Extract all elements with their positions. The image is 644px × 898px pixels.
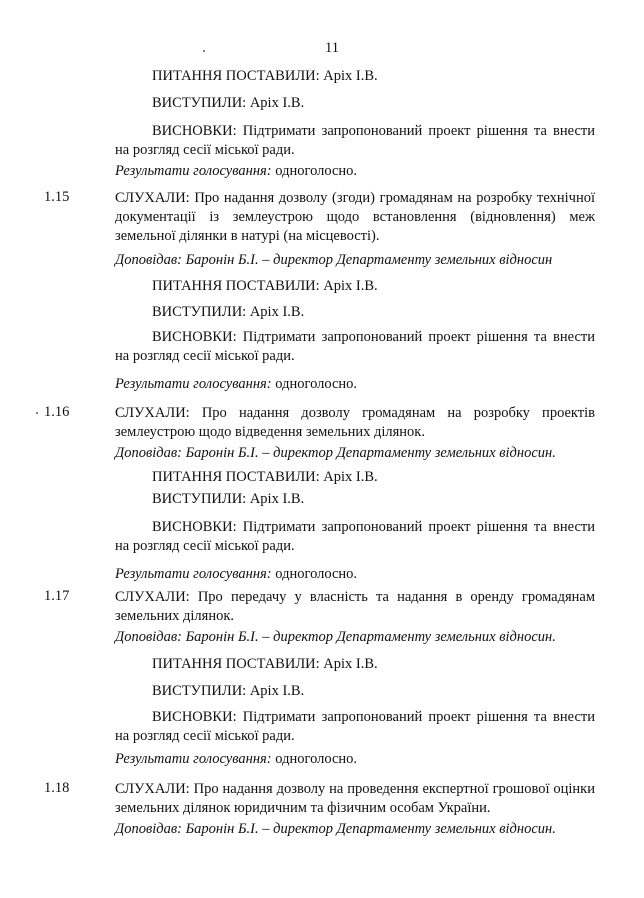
vote-value: одноголосно.	[271, 566, 358, 582]
spoke-line: ВИСТУПИЛИ: Аріх І.В.	[152, 683, 305, 699]
speaker-text: Доповідав: Баронін Б.І. – директор Департаменту земельних відносин.	[115, 445, 556, 461]
vote-label: Результати голосування:	[115, 163, 272, 179]
spoke-line: ВИСТУПИЛИ: Аріх І.В.	[152, 491, 305, 507]
conclusion-text: ВИСНОВКИ: Підтримати запропонований проект рішення та внести на розгляд сесії міської ради.	[115, 329, 595, 364]
speaker-text: Доповідав: Баронін Б.І. – директор Департаменту земельних відносин.	[115, 629, 556, 645]
vote-result	[115, 375, 595, 394]
raised-line: ПИТАННЯ ПОСТАВИЛИ: Аріх І.В.	[152, 68, 378, 84]
page-number: 11	[325, 40, 339, 56]
vote-label: Результати голосування:	[115, 376, 272, 392]
vote-result	[115, 565, 595, 584]
vote-value: одноголосно.	[271, 376, 358, 392]
vote-value: одноголосно.	[271, 751, 358, 767]
raised-line: ПИТАННЯ ПОСТАВИЛИ: Аріх І.В.	[152, 469, 378, 485]
speaker-text: Доповідав: Баронін Б.І. – директор Департаменту земельних відносин	[115, 252, 553, 268]
item-number: 1.17	[44, 588, 70, 604]
spoke-line: ВИСТУПИЛИ: Аріх І.В.	[152, 304, 305, 320]
item-number: 1.18	[44, 780, 70, 796]
vote-result	[115, 162, 595, 181]
vote-result	[115, 750, 595, 769]
scan-speck	[36, 412, 38, 414]
heard-text: СЛУХАЛИ: Про передачу у власність та надання в оренду громадянам земельних ділянок.	[115, 589, 595, 624]
raised-line: ПИТАННЯ ПОСТАВИЛИ: Аріх І.В.	[152, 656, 378, 672]
heard-text: СЛУХАЛИ: Про надання дозволу (згоди) громадянам на розробку технічної документації із землеустрою щодо встановлення (відновлення) меж земельної ділянки в натурі (на місцевості).	[115, 190, 595, 244]
item-number: 1.15	[44, 189, 70, 205]
vote-label: Результати голосування:	[115, 566, 272, 582]
conclusion-text: ВИСНОВКИ: Підтримати запропонований проект рішення та внести на розгляд сесії міської ради.	[115, 519, 595, 554]
vote-label: Результати голосування:	[115, 751, 272, 767]
heard-text: СЛУХАЛИ: Про надання дозволу громадянам на розробку проектів землеустрою щодо відведення земельних ділянок.	[115, 405, 595, 440]
raised-line: ПИТАННЯ ПОСТАВИЛИ: Аріх І.В.	[152, 278, 378, 294]
heard-text: СЛУХАЛИ: Про надання дозволу на проведення експертної грошової оцінки земельних ділянок юридичним та фізичним особам України.	[115, 781, 595, 816]
spoke-line: ВИСТУПИЛИ: Аріх І.В.	[152, 95, 305, 111]
item-number: 1.16	[44, 404, 70, 420]
vote-value: одноголосно.	[271, 163, 358, 179]
speaker-text: Доповідав: Баронін Б.І. – директор Департаменту земельних відносин.	[115, 821, 556, 837]
conclusion-text: ВИСНОВКИ: Підтримати запропонований проект рішення та внести на розгляд сесії міської ради.	[115, 709, 595, 744]
conclusion-text: ВИСНОВКИ: Підтримати запропонований проект рішення та внести на розгляд сесії міської ради.	[115, 123, 595, 158]
